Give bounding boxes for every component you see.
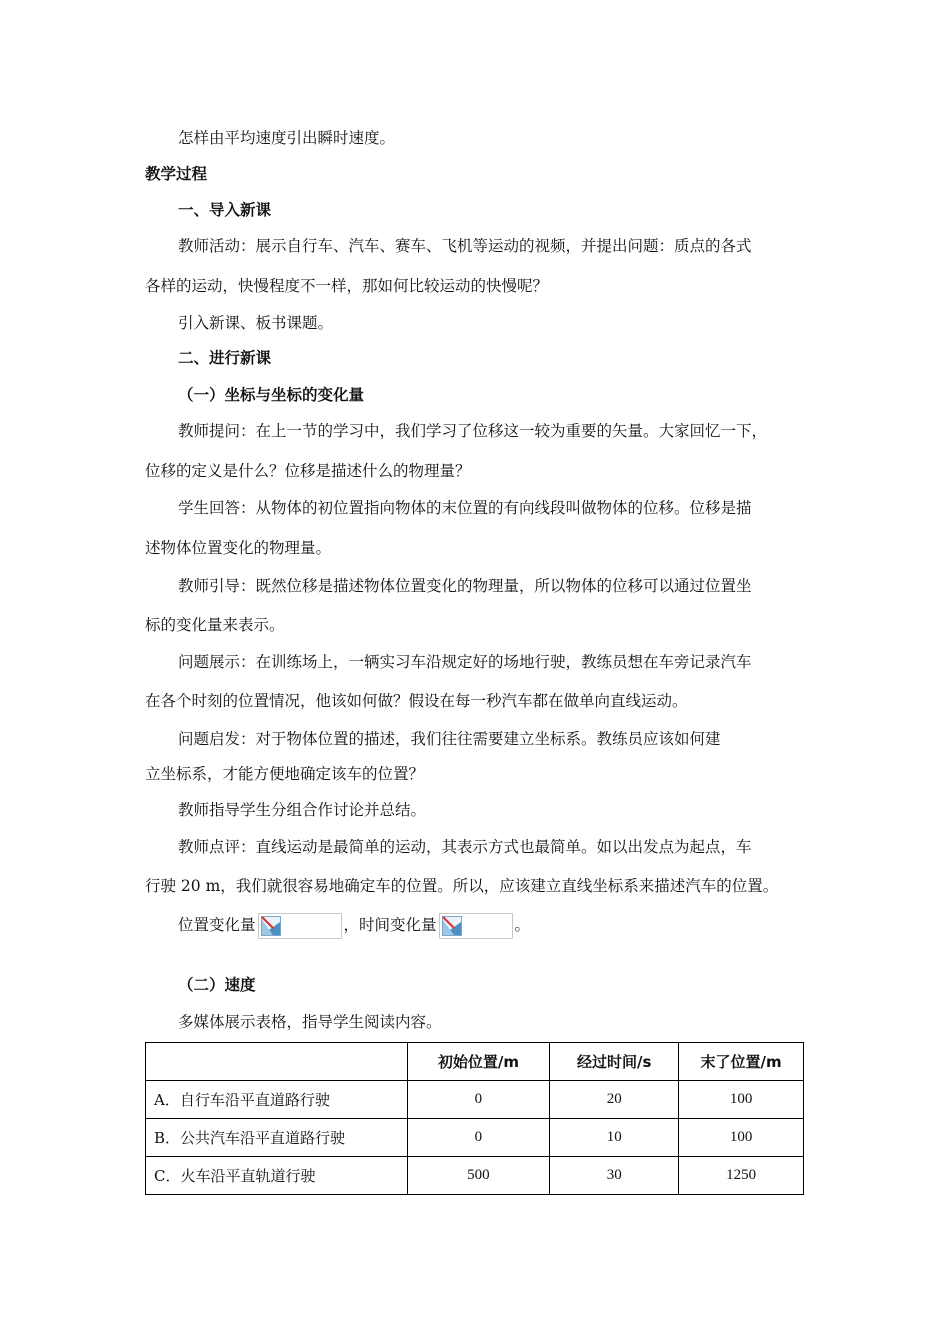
table-cell: 10 bbox=[550, 1119, 679, 1157]
text-line: 教师点评：直线运动是最简单的运动，其表示方式也最简单。如以出发点为起点，车 bbox=[178, 838, 752, 856]
table-header-row bbox=[146, 1043, 804, 1081]
text-fragment: 。 bbox=[514, 916, 531, 934]
table-cell: A．自行车沿平直道路行驶 bbox=[146, 1081, 408, 1119]
text-fragment: ，时间变化量 bbox=[343, 916, 437, 934]
text-fragment: 位置变化量 bbox=[178, 916, 256, 934]
table-row bbox=[146, 1157, 804, 1195]
subsection-heading: （二）速度 bbox=[178, 976, 256, 994]
text-line: 问题展示：在训练场上，一辆实习车沿规定好的场地行驶，教练员想在车旁记录汽车 bbox=[178, 653, 752, 671]
formula-line bbox=[178, 912, 530, 939]
subsection-heading: 二、进行新课 bbox=[178, 349, 272, 367]
text-line: 位移的定义是什么？位移是描述什么的物理量？ bbox=[145, 462, 471, 480]
table-cell: 1250 bbox=[679, 1157, 804, 1195]
text-line: 教师引导：既然位移是描述物体位置变化的物理量，所以物体的位移可以通过位置坐 bbox=[178, 577, 752, 595]
table-header-cell: 末了位置/m bbox=[679, 1043, 804, 1081]
table-cell: 0 bbox=[407, 1119, 550, 1157]
table-header-cell bbox=[146, 1043, 408, 1081]
table-cell: 100 bbox=[679, 1119, 804, 1157]
broken-image-icon bbox=[258, 913, 342, 939]
broken-image-icon bbox=[439, 913, 513, 939]
text-line: 学生回答：从物体的初位置指向物体的末位置的有向线段叫做物体的位移。位移是描 bbox=[178, 499, 752, 517]
table-cell: 30 bbox=[550, 1157, 679, 1195]
text-line: 问题启发：对于物体位置的描述，我们往往需要建立坐标系。教练员应该如何建 bbox=[178, 730, 721, 748]
text-line: 述物体位置变化的物理量。 bbox=[145, 539, 332, 557]
text-line: 怎样由平均速度引出瞬时速度。 bbox=[178, 129, 396, 147]
table-cell: 500 bbox=[407, 1157, 550, 1195]
text-line: 标的变化量来表示。 bbox=[145, 616, 285, 634]
table-cell: B．公共汽车沿平直道路行驶 bbox=[146, 1119, 408, 1157]
text-line: 行驶 20 m，我们就很容易地确定车的位置。所以，应该建立直线坐标系来描述汽车的位置。 bbox=[145, 877, 779, 895]
text-line: 在各个时刻的位置情况，他该如何做？假设在每一秒汽车都在做单向直线运动。 bbox=[145, 692, 688, 710]
text-line: 教师活动：展示自行车、汽车、赛车、飞机等运动的视频，并提出问题：质点的各式 bbox=[178, 237, 752, 255]
table-row bbox=[146, 1119, 804, 1157]
table-cell: 0 bbox=[407, 1081, 550, 1119]
text-line: 引入新课、板书课题。 bbox=[178, 314, 334, 332]
text-line: 立坐标系，才能方便地确定该车的位置？ bbox=[145, 765, 425, 783]
text-line: 教师提问：在上一节的学习中，我们学习了位移这一较为重要的矢量。大家回忆一下， bbox=[178, 422, 768, 440]
data-table bbox=[145, 1042, 804, 1195]
table-row bbox=[146, 1081, 804, 1119]
table-cell: 100 bbox=[679, 1081, 804, 1119]
table-header-cell: 经过时间/s bbox=[550, 1043, 679, 1081]
text-line: 各样的运动，快慢程度不一样，那如何比较运动的快慢呢？ bbox=[145, 277, 549, 295]
table-cell: 20 bbox=[550, 1081, 679, 1119]
table-header-cell: 初始位置/m bbox=[407, 1043, 550, 1081]
section-heading: 教学过程 bbox=[145, 165, 208, 183]
text-line: 教师指导学生分组合作讨论并总结。 bbox=[178, 801, 427, 819]
table-cell: C．火车沿平直轨道行驶 bbox=[146, 1157, 408, 1195]
subsection-heading: 一、导入新课 bbox=[178, 201, 272, 219]
text-line: 多媒体展示表格，指导学生阅读内容。 bbox=[178, 1013, 442, 1031]
subsection-heading: （一）坐标与坐标的变化量 bbox=[178, 386, 365, 404]
